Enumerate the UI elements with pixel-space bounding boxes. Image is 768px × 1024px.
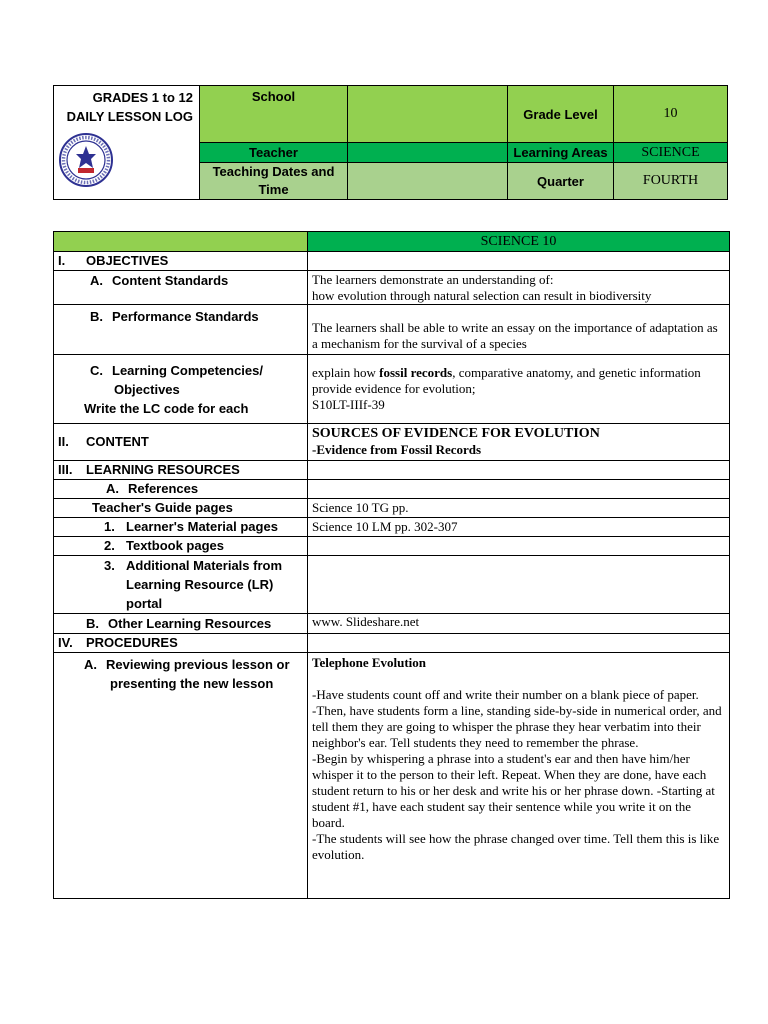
textbook-pages-value — [308, 537, 730, 556]
grade-level-label: Grade Level — [508, 86, 614, 143]
lm-pages-value: Science 10 LM pp. 302-307 — [308, 518, 730, 537]
competencies-label: C. Learning Competencies/ Objectives Write the LC code for each — [54, 355, 308, 424]
procedures-heading: IV. PROCEDURES — [54, 634, 308, 653]
lm-pages-label: 1. Learner's Material pages — [54, 518, 308, 537]
activity-step-3: -Begin by whispering a phrase into a student's ear and then have him/her whisper it to the person to their left. Repeat. When they are done, have each student return to his or her desk and write his or her phrase down. -Starting at student #1, have each student say their sentence while you write it on the board. — [312, 751, 715, 830]
activity-step-2: -Then, have students form a line, standing side-by-side in numerical order, and tell them they are going to whisper the phrase they hear verbatim into their neighbor's ear. Tell students they need to remember the phrase. — [312, 703, 722, 750]
objectives-value — [308, 252, 730, 271]
other-resources-value: www. Slideshare.net — [308, 614, 730, 634]
header-table — [53, 85, 728, 200]
content-heading: II. CONTENT — [54, 424, 308, 461]
subject-title: SCIENCE 10 — [308, 232, 730, 252]
school-label: School — [200, 86, 348, 143]
content-value: SOURCES OF EVIDENCE FOR EVOLUTION -Evidence from Fossil Records — [308, 424, 730, 461]
reviewing-lesson-value — [308, 653, 730, 899]
quarter-value: FOURTH — [614, 163, 728, 200]
content-standards-label: A. Content Standards — [54, 271, 308, 305]
additional-materials-value — [308, 556, 730, 614]
subject-blank-cell — [54, 232, 308, 252]
references-label: A. References — [54, 480, 308, 499]
reviewing-lesson-label: A. Reviewing previous lesson or presenting the new lesson — [54, 653, 308, 899]
objectives-heading: I. OBJECTIVES — [54, 252, 308, 271]
references-value — [308, 480, 730, 499]
header-title-line1: GRADES 1 to 12 — [92, 90, 193, 105]
additional-materials-label: 3. Additional Materials from Learning Resource (LR) portal — [54, 556, 308, 614]
learning-areas-label: Learning Areas — [508, 143, 614, 163]
performance-standards-label: B. Performance Standards — [54, 305, 308, 355]
competencies-value: explain how fossil records, comparative anatomy, and genetic information provide evidence for evolution; S10LT-IIIf-39 — [308, 355, 730, 424]
teacher-field[interactable] — [348, 143, 508, 163]
header-title-cell — [54, 86, 200, 200]
school-field[interactable] — [348, 86, 508, 143]
resources-heading: III. LEARNING RESOURCES — [54, 461, 308, 480]
tg-pages-value: Science 10 TG pp. — [308, 499, 730, 518]
deped-seal-icon — [58, 132, 114, 188]
teacher-label: Teacher — [200, 143, 348, 163]
dates-field[interactable] — [348, 163, 508, 200]
header-title-line2: DAILY LESSON LOG — [66, 109, 193, 124]
activity-step-1: -Have students count off and write their number on a blank piece of paper. — [312, 687, 699, 702]
procedures-value — [308, 634, 730, 653]
tg-pages-label: Teacher's Guide pages — [54, 499, 308, 518]
activity-title: Telephone Evolution — [312, 655, 427, 670]
content-standards-value: The learners demonstrate an understanding of: how evolution through natural selection can result in biodiversity — [308, 271, 730, 305]
resources-value — [308, 461, 730, 480]
dates-label: Teaching Dates and Time — [200, 163, 348, 200]
lesson-table — [53, 231, 730, 899]
learning-areas-value: SCIENCE — [614, 143, 728, 163]
grade-level-value: 10 — [614, 86, 728, 143]
activity-step-4: -The students will see how the phrase changed over time. Tell them this is like evolution. — [312, 831, 720, 862]
other-resources-label: B. Other Learning Resources — [54, 614, 308, 634]
performance-standards-value: The learners shall be able to write an essay on the importance of adaptation as a mechanism for the survival of a species — [308, 305, 730, 355]
quarter-label: Quarter — [508, 163, 614, 200]
textbook-pages-label: 2. Textbook pages — [54, 537, 308, 556]
